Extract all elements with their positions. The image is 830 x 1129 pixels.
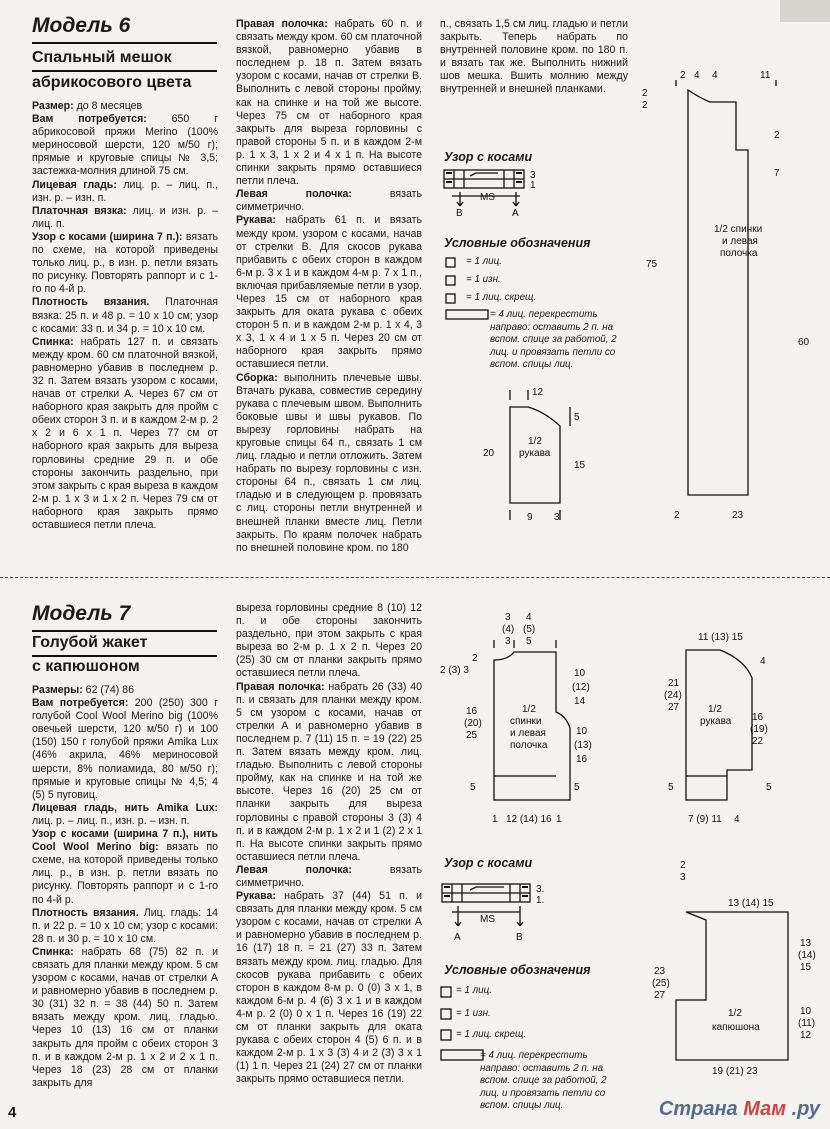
dim-label: 5 <box>766 782 772 793</box>
piece-label: 1/2 <box>728 1008 742 1019</box>
dim-label: 11 (13) 15 <box>698 632 743 643</box>
piece-label: спинки <box>510 716 542 727</box>
model6-paragraph: п., связать 1,5 см лиц. гладью и петли закрыть. Теперь набрать по внутренней половине кром. по 180 п. и вязать так же. Выполнить нижний шов мешка. Вшить молнию между внутренней и внешней планками. <box>440 18 628 96</box>
dim-label: (4) <box>502 624 515 635</box>
dim-label: (13) <box>574 740 592 751</box>
row-label: 3. <box>536 884 545 895</box>
piece-label: и левая <box>722 236 758 247</box>
dim-label: 1 <box>556 814 562 825</box>
dim-label: 27 <box>654 990 666 1001</box>
piece-label: 1/2 <box>522 704 536 715</box>
model6-paragraph: Сборка: выполнить плечевые швы. Втачать рукава, совместив середину рукава с плечевым швом. Выполнить боковые швы и швы рукавов. По вырезу горловины набрать на круговые спицы 64 п., связать 1 см лиц. гладью и петли отложить. Затем набрать по вырезу горловины с изн. стороны 64 п., связать 1 см лиц. гладью и в следующем р. провязать с лиц. стороны петли внутренней и внешней планки вместе лиц. Петли закрыть. По краям полочек набрать по внешней половине кром. по 180 <box>236 371 422 554</box>
page-number: 4 <box>8 1104 17 1121</box>
model6-legend-title: Условные обозначения <box>444 236 591 250</box>
dim-label: (19) <box>750 724 768 735</box>
model7-paragraph: Левая полочка: вязать симметрично. <box>236 863 422 889</box>
dim-label: 16 <box>466 706 478 717</box>
model7-legend-title: Условные обозначения <box>444 963 591 977</box>
arrow-label: B <box>516 932 523 943</box>
model6-paragraph: Вам потребуется: 650 г абрикосовой пряжи Merino (100% мериносовой шерсти, 120 м/50 г); прямые и круговые спицы № 3,5; застежка-молния длиной 75 см. <box>32 113 218 178</box>
piece-label: 1/2 <box>528 436 542 447</box>
dim-label: 2 <box>674 510 680 521</box>
arrow-label: B <box>456 208 463 219</box>
arrow-label: MS <box>480 192 495 203</box>
legend-item: = 1 лиц. скрещ. <box>456 1029 527 1040</box>
dim-label: 2 <box>642 100 648 111</box>
dim-label: 4 <box>734 814 740 825</box>
dim-label: 12 (14) 16 <box>506 814 552 825</box>
model7-paragraph: Вам потребуется: 200 (250) 300 г голубой Cool Wool Merino big (100% овечьей шерсти, 120 м/50 г) и 100 (150) 150 г голубой пряжи Amika Lux (46% акрила, 46% мериносовой шерсти, 8% полиамида, 80 м/50 г); прямые и круговые спицы № 4,5; 4 (5) 5 пуговиц. <box>32 697 218 801</box>
dim-label: 2 (3) 3 <box>440 665 469 676</box>
model7-subtitle-1: Голубой жакет <box>32 634 148 651</box>
dim-label: 5 <box>470 782 476 793</box>
dim-label: 23 <box>732 510 744 521</box>
model6-paragraph: Размер: до 8 месяцев <box>32 100 143 112</box>
model7-paragraph: Правая полочка: набрать 26 (33) 40 п. и связать для планки между кром. 5 см узором с косами, начав от стрелки А и равномерно убавив в последнем р. 7 (11) 15 п. = 19 (22) 25 п. Затем вязать между кром. лиц. гладью. Выполнить с левой стороны пройму, как на спинке и на той же высоте. Через 16 (20) 25 см от планки закрыть для выреза горловины с правой стороны 3 (3) 4 п. и в каждом 2-м р. 1 х 2 и 1 (2) 2 х 1 п. На высоте спинки закрыть прямо оставшиеся петли плеча. <box>236 680 422 863</box>
dim-label: 2 <box>774 130 780 141</box>
arrow-label: MS <box>480 914 495 925</box>
model7-paragraph: Размеры: 62 (74) 86 <box>32 684 134 696</box>
legend-item: = 1 лиц. <box>466 256 502 267</box>
arrow-label: A <box>512 208 519 219</box>
dim-label: 12 <box>800 1030 812 1041</box>
dim-label: 15 <box>800 962 812 973</box>
dim-label: 5 <box>574 412 580 423</box>
model6-paragraph: Узор с косами (ширина 7 п.): вязать по схеме, на которой приведены только лиц. р., в изн. р. петли вязать по рисунку. Повторять раппорт и с 1-го по 4-й р. <box>32 230 218 296</box>
dim-label: 9 <box>527 512 533 523</box>
dim-label: 19 (21) 23 <box>712 1066 758 1077</box>
model6-subtitle-2: абрикосового цвета <box>32 74 192 91</box>
dim-label: 5 <box>526 636 532 647</box>
model6-paragraph: Платочная вязка: лиц. и изн. р. – лиц. п. <box>32 204 218 230</box>
model6-paragraph: Правая полочка: набрать 60 п. и связать между кром. 60 см платочной вязкой, равномерно убавив в последнем р. 18 п. Затем вязать узором с косами, начав от стрелки В. Выполнить с левой стороны пройму, как на спинке и на той же высоте. Через 75 см от наборного края закрыть для выреза горловины с правой стороны 5 п. и в каждом 2-м р. 1 х 3, 1 х 2 и 4 х 1 п. На высоте спинки закрыть прямо оставшиеся петли плеча. <box>236 18 422 188</box>
dim-label: 2 <box>642 88 648 99</box>
dim-label: 1 <box>492 814 498 825</box>
dim-label: 5 <box>574 782 580 793</box>
dim-label: 25 <box>466 730 478 741</box>
dim-label: 12 <box>532 387 544 398</box>
piece-label: рукава <box>700 716 732 727</box>
dim-label: (24) <box>664 690 682 701</box>
dim-label: 3 <box>554 512 560 523</box>
dim-label: 7 (9) 11 <box>688 814 722 825</box>
dim-label: 60 <box>798 337 810 348</box>
dim-label: 14 <box>574 696 586 707</box>
arrow-label: A <box>454 932 461 943</box>
dim-label: 10 <box>574 668 586 679</box>
model6-paragraph: Плотность вязания. Платочная вязка: 25 п. и 48 р. = 10 х 10 см; узор с косами: 33 п. и 34 р. = 10 х 10 см. <box>32 296 218 335</box>
dim-label: 4 <box>526 612 532 623</box>
dim-label: 5 <box>668 782 674 793</box>
dim-label: 2 <box>680 70 686 81</box>
dim-label: 4 <box>760 656 766 667</box>
legend-item: = 4 лиц. перекрестить направо: оставить 2 п. на вспом. спице за работой, 2 лиц. и провязать петли со вспом. спицы лиц. <box>480 1050 607 1111</box>
dim-label: 16 <box>576 754 588 765</box>
model6-paragraph: Рукава: набрать 61 п. и вязать между кром. узором с косами, начав от стрелки В. Для скосов рукава прибавить с обеих сторон в каждом 6-м р. 3 х 1 и в каждом 4-м р. 7 х 1 п., включая прибавляемые петли в узор. Через 15 см от наборного края закрыть для оката рукава с обеих сторон 5 п. и в каждом 2-м р. 1 х 4, 3 х 3, 1 х 4 и 1 х 5 п. Через 20 см от наборного края закрыть прямо оставшиеся петли. <box>236 214 422 371</box>
model6-title: Модель 6 <box>32 14 131 37</box>
dim-label: 22 <box>752 736 764 747</box>
dim-label: 13 <box>800 938 812 949</box>
model7-paragraph: Лицевая гладь, нить Amika Lux: лиц. р. – лиц. п., изн. р. – изн. п. <box>32 801 218 827</box>
dim-label: 23 <box>654 966 666 977</box>
dim-label: (20) <box>464 718 482 729</box>
model6-paragraph: Спинка: набрать 127 п. и связать между кром. 60 см платочной вязкой, равномерно убавив в последнем р. 32 п. Затем вязать узором с косами, начав от стрелки А. Через 67 см от наборного края закрыть для пройм с обеих сторон 3 п. и в каждом 2-м р. 2 х 2 и 6 х 1 п. Через 77 см от наборного края закрыть для выреза горловины средние 29 п. и обе стороны закончить раздельно, при этом закрыть с края выреза в каждом 2-м р. 1 х 3 и 1 х 2 п. Через 79 см от наборного края закрыть прямо оставшиеся петли плеча. <box>32 335 218 531</box>
piece-label: и левая <box>510 728 546 739</box>
piece-label: полочка <box>510 740 548 751</box>
model7-paragraph: Рукава: набрать 37 (44) 51 п. и связать для планки между кром. 5 см узором с косами, начав от стрелки А и равномерно убавив в последнем р. 16 (17) 18 п. = 21 (27) 33 п. Затем вязать между кром. лиц. гладью. Для скосов рукава прибавить с обеих сторон в каждом 8-м р. 0 (0) 3 х 1, в каждом 6-м р. 4 (6) 3 х 1 и в каждом 4-м р. 2 (0) 0 х 1 п. Через 16 (19) 22 см от планки закрыть для оката рукава с обеих сторон 4 (5) 6 п. и в каждом 2-м р. 1 х 3 (3) 4 и 2 (3) 3 х 1 (1) 1 п. Через 21 (24) 27 см от планки закрыть прямо оставшиеся петли. <box>236 890 422 1086</box>
dim-label: 2 <box>680 860 686 871</box>
model6-paragraph: Левая полочка: вязать симметрично. <box>236 188 422 214</box>
dim-label: 27 <box>668 702 680 713</box>
dim-label: (25) <box>652 978 670 989</box>
model7-paragraph: Узор с косами (ширина 7 п.), нить Cool Wool Merino big: вязать по схеме, на которой приведены только лиц. р., в изн. р. петли вязать по рисунку. Повторять раппорт и с 1-го по 4-й р. <box>32 828 218 906</box>
dim-label: 16 <box>752 712 764 723</box>
dim-label: 3 <box>505 612 511 623</box>
piece-label: капюшона <box>712 1022 760 1033</box>
piece-label: 1/2 <box>708 704 722 715</box>
dim-label: 4 <box>694 70 700 81</box>
legend-item: = 1 изн. <box>466 274 501 285</box>
piece-label: 1/2 спинки <box>714 224 763 235</box>
dim-label: 21 <box>668 678 680 689</box>
legend-item: = 1 лиц. <box>456 985 492 996</box>
watermark: Страна Мам .ру <box>658 1098 820 1120</box>
piece-label: рукава <box>519 448 551 459</box>
dim-label: 7 <box>774 168 780 179</box>
dim-label: 20 <box>483 448 495 459</box>
row-label: 1. <box>536 895 545 906</box>
legend-item: = 1 лиц. скрещ. <box>466 292 537 303</box>
dim-label: 10 <box>800 1006 812 1017</box>
dim-label: (5) <box>523 624 536 635</box>
model6-paragraph: Лицевая гладь: лиц. р. – лиц. п., изн. р. – изн. п. <box>32 178 218 204</box>
row-label: 3 <box>530 170 536 181</box>
dim-label: (14) <box>798 950 816 961</box>
dim-label: 11 <box>760 70 771 81</box>
dim-label: 13 (14) 15 <box>728 898 774 909</box>
dim-label: 75 <box>646 259 658 270</box>
legend-item: = 4 лиц. перекрестить направо: оставить 2 п. на вспом. спице за работой, 2 лиц. и провязать петли со вспом. спицы лиц. <box>490 309 617 370</box>
model7-subtitle-2: с капюшоном <box>32 658 140 675</box>
legend-item: = 1 изн. <box>456 1008 491 1019</box>
dim-label: 15 <box>574 460 586 471</box>
model7-paragraph: выреза горловины средние 8 (10) 12 п. и обе стороны закончить раздельно, при этом закрыть с края выреза во 2-м р. 1 х 2 п. Через 20 (25) 30 см от планки закрыть прямо оставшиеся петли плеча. <box>236 602 422 680</box>
dim-label: 4 <box>712 70 718 81</box>
model7-pattern-title: Узор с косами <box>444 856 533 870</box>
dim-label: 3 <box>505 636 511 647</box>
model7-paragraph: Плотность вязания. Лиц. гладь: 14 п. и 22 р. = 10 х 10 см; узор с косами: 28 п. и 30 р. = 10 х 10 см. <box>32 906 219 945</box>
piece-label: полочка <box>720 248 758 259</box>
dim-label: (11) <box>798 1018 816 1029</box>
dim-label: 10 <box>576 726 588 737</box>
dim-label: 2 <box>472 653 478 664</box>
dim-label: (12) <box>572 682 590 693</box>
model6-subtitle-1: Спальный мешок <box>32 49 172 66</box>
dim-label: 3 <box>680 872 686 883</box>
model6-pattern-title: Узор с косами <box>444 150 533 164</box>
model7-paragraph: Спинка: набрать 68 (75) 82 п. и связать для планки между кром. 5 см узором с косами, начав от стрелки А и равномерно убавив в последнем р. 30 (31) 32 п. = 38 (44) 50 п. Затем вязать между кром. лиц. гладью. Через 10 (13) 16 см от планки закрыть для пройм с обеих сторон 3 п. и в каждом 2-м р. 1 х 2 и 2 х 1 п. Через 18 (23) 28 см от планки закрыть для <box>32 945 218 1089</box>
model7-title: Модель 7 <box>32 602 131 625</box>
row-label: 1 <box>530 180 536 191</box>
